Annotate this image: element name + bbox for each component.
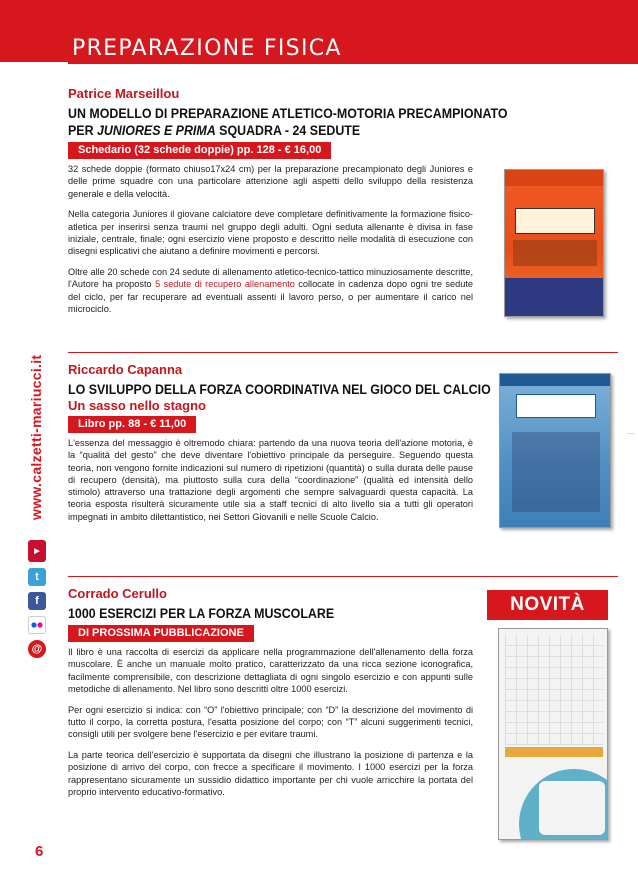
book-description: 32 schede doppie (formato chiuso17x24 cm) per la preparazione precampionato degli Juniores e delle prime squadre con una particolare attenzione agli aspetti dello sviluppo della resistenza generale e della velocità. Nella categoria Juniores il giovane calciatore deve completare definitivamente la formazione fisico-atletica per inserirsi senza traumi nel gruppo degli adulti. Ogni seduta allenante è divisa in fase iniziale, centrale, finale; ogni esercizio viene proposto e descritto nelle modalità di esecuzione con disegni esplicativi che aiutano a definire movimenti e percorsi. Oltre alle 20 schede con 24 sedute di allenamento atletico-tecnico-tattico minuziosamente descritte, l'Autore ha proposto 5 sedute di recupero allenamento collocate in cadenza dopo ogni tre sedute del ciclo, per far recuperare ad eventuali assenti il lavoro perso, o per aumentare il carico nel microciclo. bbox=[68, 164, 473, 314]
header-divider bbox=[68, 62, 638, 64]
book-author: Corrado Cerullo bbox=[68, 586, 167, 601]
margin-mark: ... bbox=[627, 426, 635, 436]
publication-status-tag: DI PROSSIMA PUBBLICAZIONE bbox=[68, 625, 254, 642]
at-icon[interactable]: @ bbox=[28, 640, 46, 658]
new-badge: NOVITÀ bbox=[487, 590, 608, 620]
book-cover-image bbox=[504, 169, 604, 317]
book-description: Il libro è una raccolta di esercizi da applicare nella programmazione dell'allenamento della forza muscolare. È anche un manuale molto pratico, caratterizzato da una ricca sezione iconografica, facilmente comprensibile, con descrizione dettagliata di ogni singolo esercizio e con appunti sulle metodiche di allenamento. Nel libro sono descritti oltre 1000 esercizi. Per ogni esercizio si indica: con “O” l'obiettivo principale; con “D” la descrizione del movimento di tutto il corpo, la corretta postura, l'esatta posizione del corpo; con “T” alcuni suggerimenti tecnici, consigli utili per svolgere bene l'esercizio e per evitare traumi. La parte teorica dell'esercizio è supportata da disegni che illustrano la posizione di partenza e la posizione di arrivo del corpo, con frecce a specificare il movimento. I 1000 esercizi per la forza rappresentano sicuramente un sussidio didattico importante per chi vuole arricchire la portata del proprio intervento educativo-formativo. bbox=[68, 647, 473, 797]
book-subtitle: Un sasso nello stagno bbox=[68, 398, 206, 413]
section-divider bbox=[68, 576, 618, 577]
flickr-icon[interactable] bbox=[28, 616, 46, 634]
book-author: Patrice Marseillou bbox=[68, 86, 180, 101]
social-icons bbox=[26, 540, 48, 664]
twitter-icon[interactable]: t bbox=[28, 568, 46, 586]
facebook-icon[interactable]: f bbox=[28, 592, 46, 610]
book-title: 1000 ESERCIZI PER LA FORZA MUSCOLARE bbox=[68, 606, 335, 621]
book-cover-image bbox=[498, 628, 608, 840]
page-number: 6 bbox=[35, 843, 44, 860]
section-divider bbox=[68, 352, 618, 353]
book-title: UN MODELLO DI PREPARAZIONE ATLETICO-MOTORIA PRECAMPIONATO PER JUNIORES E PRIMA SQUADRA - 24 SEDUTE bbox=[68, 106, 508, 138]
page-title: PREPARAZIONE FISICA bbox=[72, 36, 342, 61]
youtube-icon[interactable]: ▶ bbox=[28, 540, 46, 562]
price-tag: Libro pp. 88 - € 11,00 bbox=[68, 416, 196, 433]
book-description: L'essenza del messaggio è oltremodo chiara: partendo da una nuova teoria dell'azione motoria, è la “qualità del gesto” che deve diventare l'obiettivo principale da perseguire. Seguendo questa teoria, non vengono fornite indicazioni sul numero di ripetizioni (quantità) o sulla durata delle pause di recupero (densità), ma piuttosto sulla cura della “coordinazione” (qualità ed intensità dello stimolo) attraverso una trattazione degli argomenti che sempre salvaguardi questa capacità. La teoria esposta risulterà sicuramente utile sia a staff tecnici di alto livello sia a tutti gli operatori impegnati in ambito dilettantistico, nei Settori Giovanili e nelle Scuole Calcio. bbox=[68, 438, 473, 522]
book-author: Riccardo Capanna bbox=[68, 362, 183, 377]
book-title: LO SVILUPPO DELLA FORZA COORDINATIVA NEL GIOCO DEL CALCIO bbox=[68, 382, 491, 397]
book-cover-image bbox=[499, 373, 611, 528]
website-url-link[interactable]: www.calzetti-mariucci.it bbox=[28, 354, 44, 520]
price-tag: Schedario (32 schede doppie) pp. 128 - € 16,00 bbox=[68, 142, 331, 159]
